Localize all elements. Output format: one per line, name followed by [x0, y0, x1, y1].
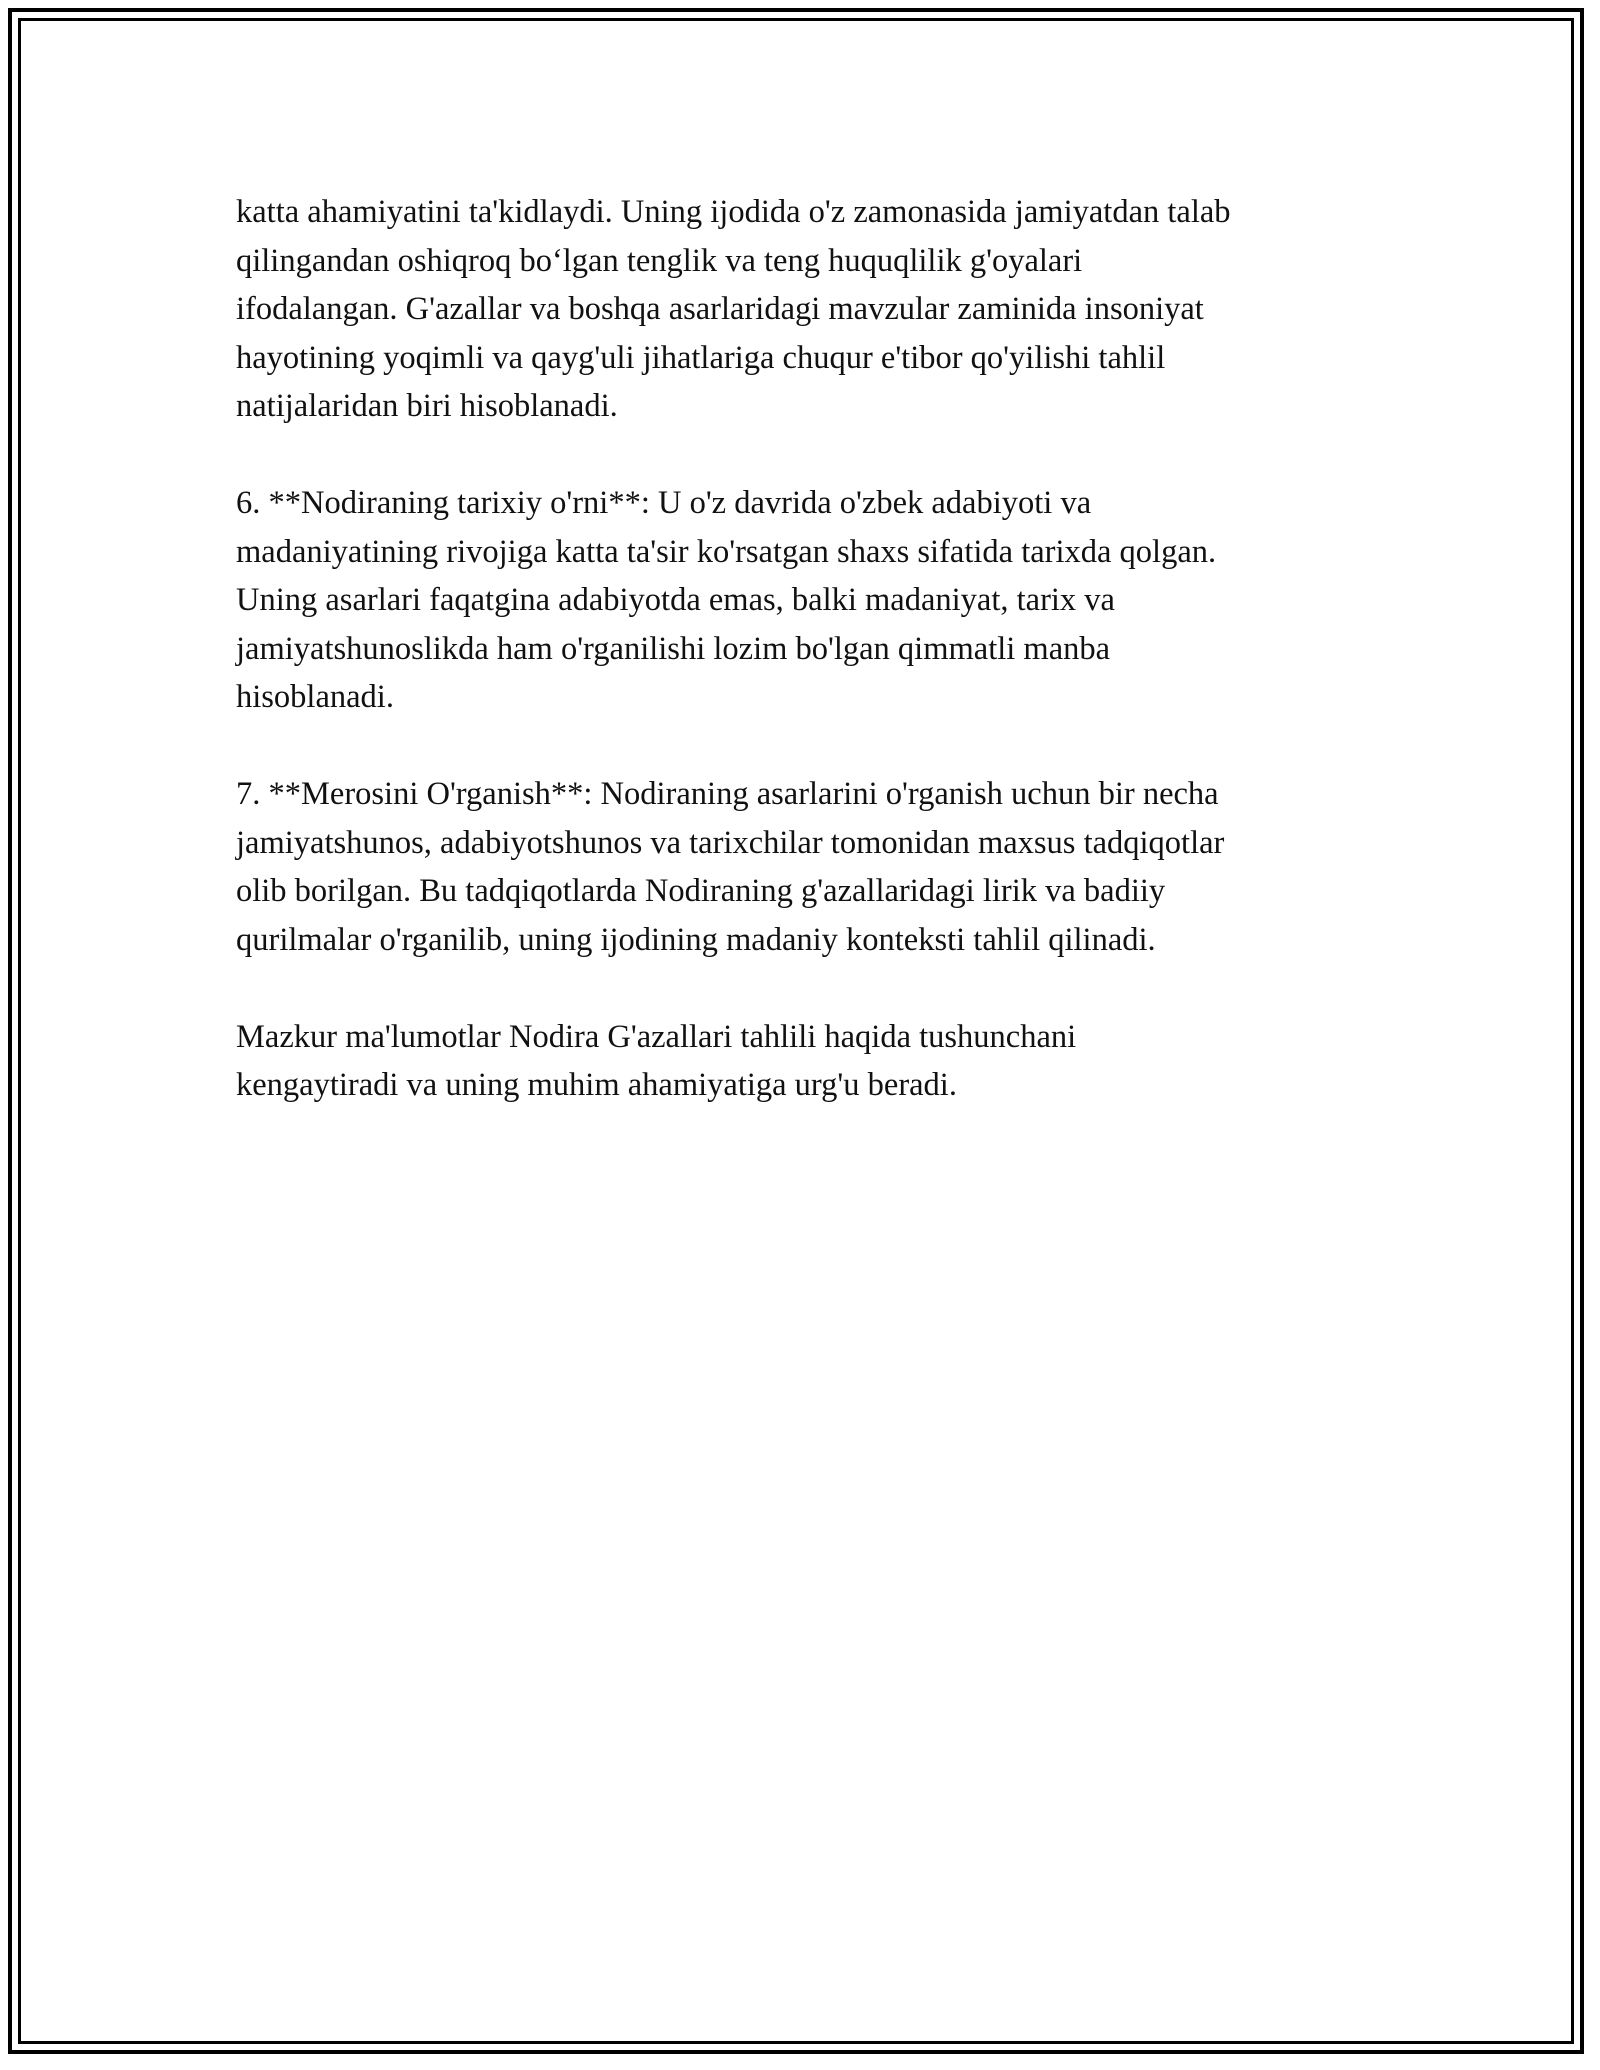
text-line: hayotining yoqimli va qayg'uli jihatlariga chuqur e'tibor qo'yilishi tahlil	[236, 339, 1166, 376]
text-line: hisoblanadi.	[236, 679, 394, 715]
paragraph-conclusion	[236, 1013, 1386, 1110]
paragraph-item-7	[236, 770, 1386, 964]
text-line: kengaytiradi va uning muhim ahamiyatiga urg'u beradi.	[236, 1067, 957, 1103]
text-line: qurilmalar o'rganilib, uning ijodining madaniy konteksti tahlil qilinadi.	[236, 921, 1156, 958]
text-line: jamiyatshunos, adabiyotshunos va tarixchilar tomonidan maxsus tadqiqotlar	[236, 824, 1225, 861]
text-line: Mazkur ma'lumotlar Nodira G'azallari tahlili haqida tushunchani	[236, 1018, 1077, 1055]
text-line: ifodalangan. G'azallar va boshqa asarlaridagi mavzular zaminida insoniyat	[236, 291, 1204, 327]
document-body	[236, 188, 1386, 1158]
text-line: 6. **Nodiraning tarixiy o'rni**: U o'z davrida o'zbek adabiyoti va	[236, 485, 1092, 521]
text-line: madaniyatining rivojiga katta ta'sir ko'rsatgan shaxs sifatida tarixda qolgan.	[236, 533, 1217, 570]
paragraph-item-6	[236, 479, 1386, 722]
text-line: qilingandan oshiqroq bo‘lgan tenglik va teng huquqlilik g'oyalari	[236, 242, 1083, 279]
text-line: olib borilgan. Bu tadqiqotlarda Nodiraning g'azallaridagi lirik va badiiy	[236, 873, 1166, 909]
text-line: natijalaridan biri hisoblanadi.	[236, 388, 618, 424]
text-line: Uning asarlari faqatgina adabiyotda emas, balki madaniyat, tarix va	[236, 582, 1115, 618]
text-line: katta ahamiyatini ta'kidlaydi. Uning ijodida o'z zamonasida jamiyatdan talab	[236, 194, 1231, 230]
text-line: jamiyatshunoslikda ham o'rganilishi lozim bo'lgan qimmatli manba	[236, 630, 1111, 667]
paragraph-continuation	[236, 188, 1386, 431]
text-line: 7. **Merosini O'rganish**: Nodiraning asarlarini o'rganish uchun bir necha	[236, 776, 1219, 812]
